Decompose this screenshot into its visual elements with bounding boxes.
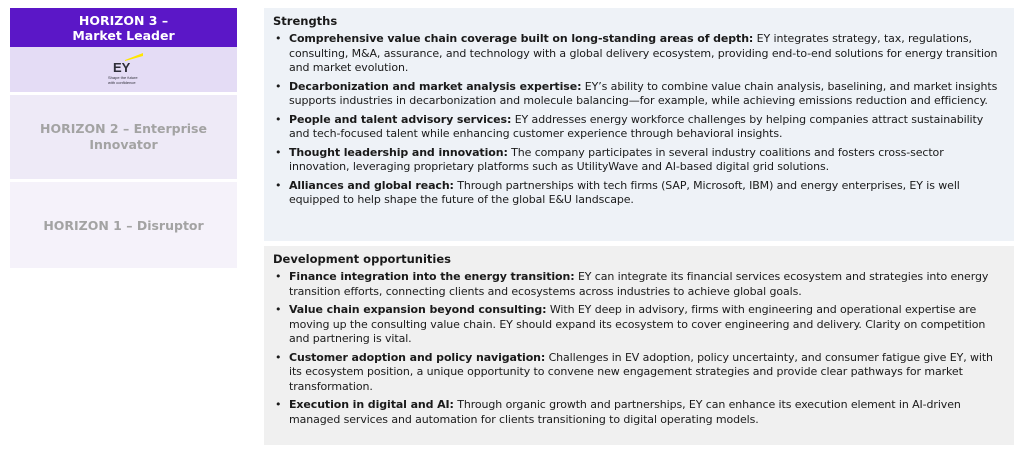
- development-item: [273, 303, 1006, 347]
- horizon-1-label: HORIZON 1 – Disruptor: [43, 217, 204, 233]
- bullet: •: [275, 270, 282, 283]
- strength-item: [273, 80, 1006, 109]
- item-text: EY can integrate its financial services ecosystem and strategies into energy transition efforts, connecting clients and ecosystems across industries to achieve global goals.: [289, 270, 989, 298]
- development-item: [273, 270, 1006, 299]
- item-title: Value chain expansion beyond consulting:: [289, 303, 547, 316]
- strength-item: [273, 146, 1006, 175]
- strengths-list: [273, 32, 1006, 208]
- strengths-panel: [264, 8, 1014, 241]
- strength-item: [273, 32, 1006, 76]
- item-title: Decarbonization and market analysis expertise:: [289, 79, 582, 93]
- horizon-column: [10, 8, 237, 268]
- item-title: Alliances and global reach:: [289, 178, 454, 192]
- item-text: Challenges in EV adoption, policy uncertainty, and consumer fatigue give EY, with its ecosystem position, a unique opportunity to convene new engagement strategies and provide clear pathways for market transformation.: [289, 350, 993, 393]
- item-text: EY’s ability to combine value chain analysis, baselining, and market insights supports industries in decarbonization and molecule balancing—for example, while achieving emissions reduction and efficiency.: [289, 79, 998, 107]
- bullet: •: [275, 398, 282, 411]
- bullet: •: [275, 32, 282, 45]
- development-list: [273, 270, 1006, 427]
- strength-item: [273, 113, 1006, 142]
- development-item: [273, 351, 1006, 395]
- item-title: Customer adoption and policy navigation:: [289, 350, 546, 364]
- item-text: With EY deep in advisory, firms with engineering and operational expertise are moving up the consulting value chain. EY should expand its ecosystem to cover engineering and delivery. Clarity on competition and partnering is vital.: [289, 303, 986, 345]
- ey-logo-icon: [99, 50, 149, 90]
- ey-logo-brand: EY: [112, 59, 130, 75]
- item-title: Execution in digital and AI:: [289, 398, 454, 411]
- item-text: Through organic growth and partnerships, EY can enhance its execution element in AI-driven managed services and automation for clients transitioning to digital operating models.: [289, 398, 961, 426]
- ey-logo-tagline-1: Shape the future: [107, 74, 138, 80]
- horizon-3-line1: HORIZON 3 –: [78, 12, 169, 28]
- bullet: •: [275, 79, 282, 93]
- bullet: •: [275, 303, 282, 316]
- bullet: •: [275, 350, 282, 364]
- horizon-2-box: [10, 95, 237, 179]
- bullet: •: [275, 178, 282, 192]
- item-text: Through partnerships with tech firms (SAP, Microsoft, IBM) and energy enterprises, EY is well equipped to help shape the future of the global E&U landscape.: [289, 178, 960, 206]
- item-title: Finance integration into the energy transition:: [289, 270, 575, 283]
- strengths-title: Strengths: [273, 14, 338, 28]
- bullet: •: [275, 112, 282, 126]
- item-title: Thought leadership and innovation:: [289, 145, 508, 159]
- strength-item: [273, 179, 1006, 208]
- item-title: Comprehensive value chain coverage built on long-standing areas of depth:: [289, 32, 754, 45]
- horizon-3-header: [10, 8, 237, 47]
- horizon-3-logo-box: [10, 47, 237, 92]
- development-panel: [264, 246, 1014, 445]
- bullet: •: [275, 145, 282, 159]
- item-text: EY integrates strategy, tax, regulations, consulting, M&A, assurance, and technology with a global delivery ecosystem, providing end-to-end solutions for energy transition and market evolution.: [289, 32, 998, 74]
- item-text: EY addresses energy workforce challenges by helping companies attract sustainability and tech-focused talent while enhancing customer experience through behavioral insights.: [289, 112, 984, 140]
- horizon-1-box: [10, 182, 237, 268]
- horizon-3-line2: Market Leader: [72, 27, 175, 43]
- horizon-2-line2: Innovator: [89, 137, 158, 152]
- ey-logo-tagline-2: with confidence: [107, 79, 136, 85]
- item-text: The company participates in several industry coalitions and fosters cross-sector innovation, leveraging proprietary platforms such as UtilityWave and AI-based digital grid solutions.: [289, 145, 944, 173]
- development-title: Development opportunities: [273, 252, 452, 266]
- horizon-2-line1: HORIZON 2 – Enterprise: [40, 121, 207, 136]
- item-title: People and talent advisory services:: [289, 112, 512, 126]
- development-item: [273, 398, 1006, 427]
